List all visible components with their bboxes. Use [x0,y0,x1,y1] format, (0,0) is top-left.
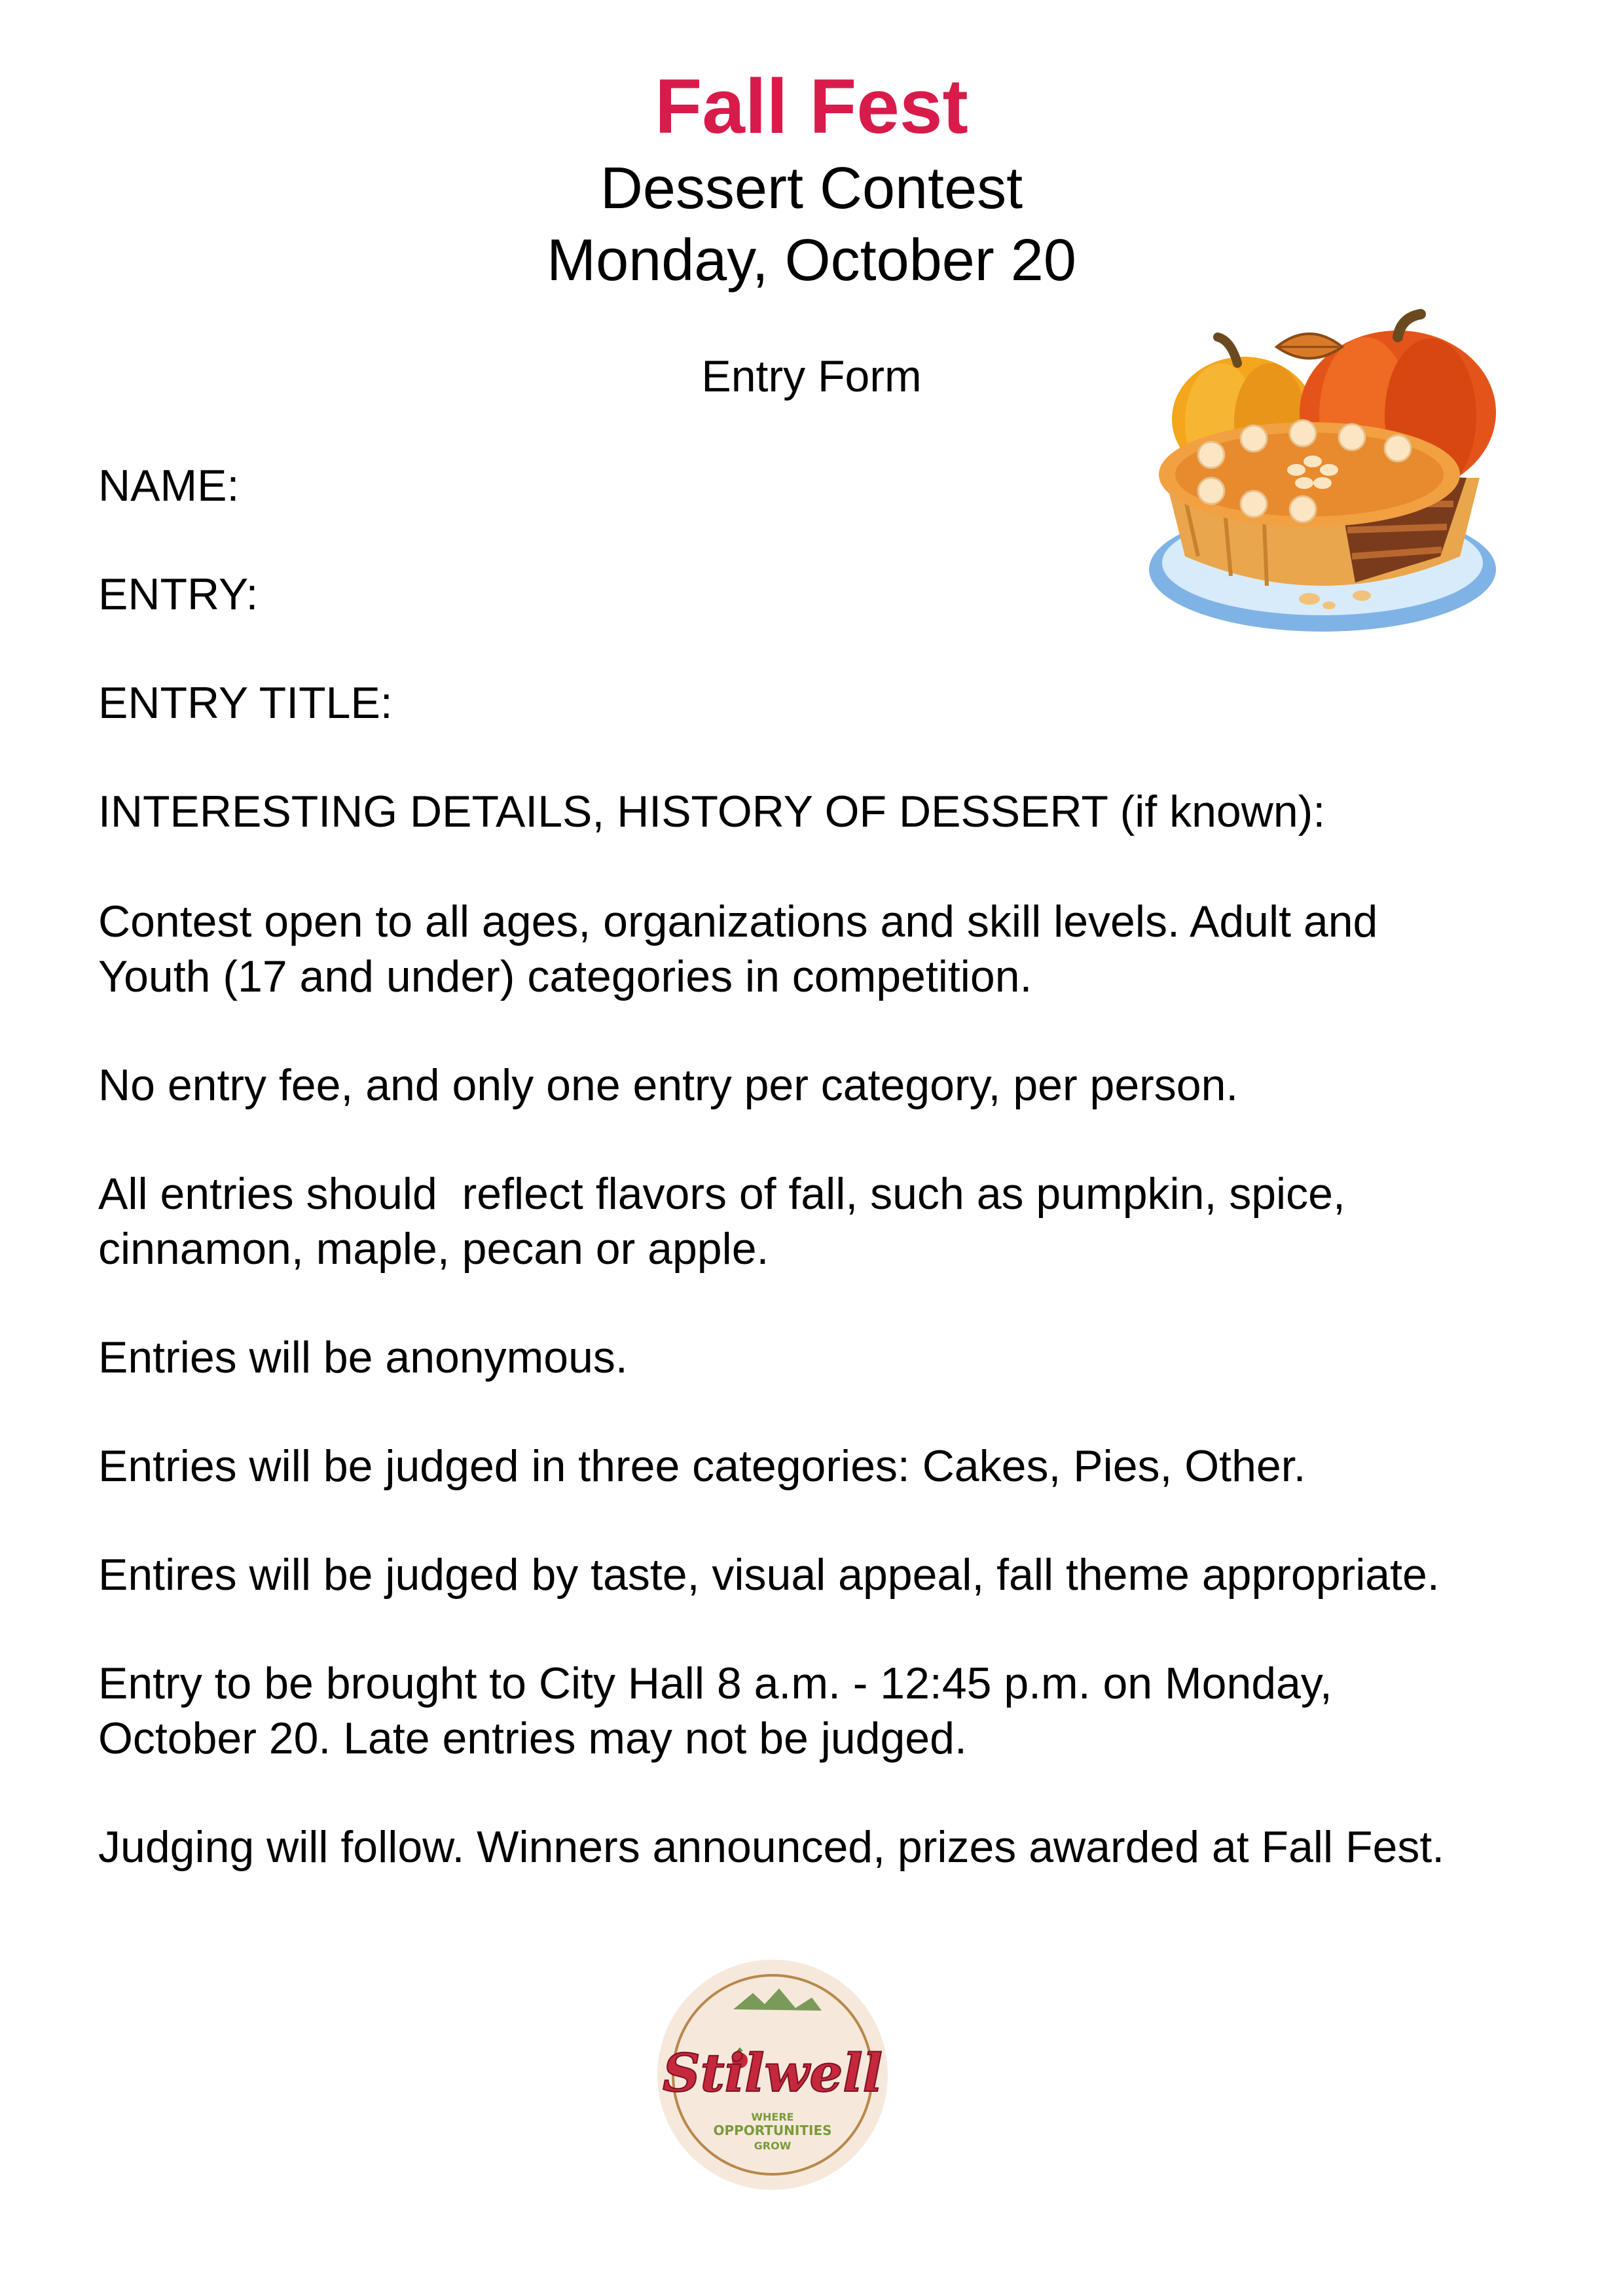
details-field-label: INTERESTING DETAILS, HISTORY OF DESSERT (if known): [98,787,1326,836]
stilwell-logo [655,1957,890,2193]
rule-anonymous: Entries will be anonymous. [98,1333,628,1382]
rule-dropoff-line2: October 20. Late entries may not be judged. [98,1713,967,1763]
svg-text:OPPORTUNITIES: OPPORTUNITIES [713,2123,832,2138]
rule-criteria: Entires will be judged by taste, visual appeal, fall theme appropriate. [98,1550,1440,1600]
rule-open-line1: Contest open to all ages, organizations and skill levels. Adult and [98,897,1378,946]
svg-text:Stilwell: Stilwell [662,2042,883,2104]
svg-text:GROW: GROW [754,2140,792,2152]
rule-open-line2: Youth (17 and under) categories in competition. [98,952,1032,1001]
rule-categories: Entries will be judged in three categories: Cakes, Pies, Other. [98,1441,1306,1491]
svg-text:WHERE: WHERE [751,2111,794,2123]
entry-title-field-label: ENTRY TITLE: [98,678,393,728]
rule-flavors-line1: All entries should reflect flavors of fall, such as pumpkin, spice, [98,1169,1345,1219]
rule-fee: No entry fee, and only one entry per category, per person. [98,1060,1239,1110]
form-label: Entry Form [701,351,922,401]
contest-date: Monday, October 20 [547,228,1076,293]
entry-field-label: ENTRY: [98,569,259,619]
name-field-label: NAME: [98,461,240,511]
rule-judging: Judging will follow. Winners announced, prizes awarded at Fall Fest. [98,1822,1445,1872]
page-title: Fall Fest [655,63,968,150]
rule-dropoff-line1: Entry to be brought to City Hall 8 a.m. - 12:45 p.m. on Monday, [98,1659,1332,1708]
rule-flavors-line2: cinnamon, maple, pecan or apple. [98,1224,769,1274]
contest-name: Dessert Contest [600,156,1023,221]
